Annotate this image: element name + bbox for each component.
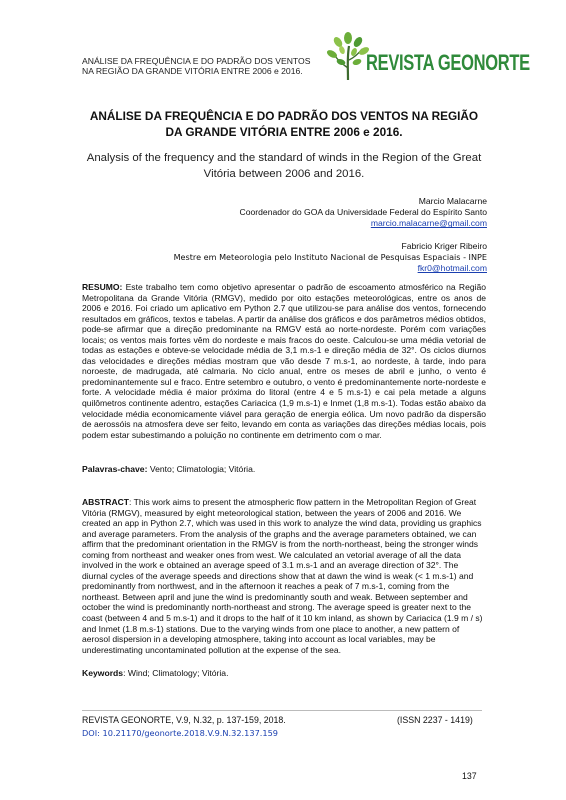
page-number: 137 <box>462 771 477 781</box>
author-email-link[interactable]: marcio.malacarne@gmail.com <box>370 218 487 229</box>
journal-logo-text: REVISTA GEONORTE <box>366 51 530 76</box>
footer-divider <box>82 710 482 711</box>
author-name: Fabricio Kriger Ribeiro <box>401 241 487 251</box>
leaf-tree-icon <box>326 30 370 82</box>
palavras-chave-line <box>82 464 486 475</box>
abstract-paragraph <box>82 497 486 655</box>
author-name: Marcio Malacarne <box>418 196 487 206</box>
running-header-title: ANÁLISE DA FREQUÊNCIA E DO PADRÃO DOS VENTOS NA REGIÃO DA GRANDE VITÓRIA ENTRE 2006 e 2016. <box>82 56 311 77</box>
author-block-1 <box>240 196 487 230</box>
keywords-text: : Wind; Climatology; Vitória. <box>123 668 229 678</box>
keywords-label: Keywords <box>82 668 124 678</box>
footer-issn: (ISSN 2237 - 1419) <box>397 715 473 725</box>
palavras-chave-text: Vento; Climatologia; Vitória. <box>147 464 256 474</box>
resumo-label: RESUMO: <box>82 282 123 292</box>
palavras-chave-label: Palavras-chave: <box>82 464 148 474</box>
author-email-link[interactable]: fkr0@hotmail.com <box>417 263 487 274</box>
footer-doi-link[interactable]: DOI: 10.21170/geonorte.2018.V.9.N.32.137.159 <box>82 728 279 738</box>
keywords-line <box>82 668 486 679</box>
author-affiliation: Coordenador do GOA da Universidade Federal do Espírito Santo <box>239 207 487 218</box>
resumo-text: Este trabalho tem como objetivo apresentar o padrão de escoamento atmosférico na Região Metropolitana da Grande Vitória (RMGV), medido por oito estações meteorológicas, entre os anos de 2006 e 2016. Foi criado um aplicativo em Python 2.7 que utilizou-se para análise dos ventos, fornecendo resultados em gráficos, textos e tabelas. A partir da análise dos gráficos e dos parâmetros médios obtidos, pode-se afirmar que a direção predominante na RMGV está ao norte-nordeste. Porém com variações locais; os ventos mais fortes vêm do nordeste e mais fracos do oeste. Calculou-se uma média vetorial de todas as estações e obteve-se velocidade média de 3,1 m.s-1 e direção média de 32°. Os ciclos diurnos das velocidades e direções médias mostram que vão desde 7 m.s-1, ao nordeste, à tarde, indo para noroeste, de madrugada, até calmaria. No ciclo anual, entre os meses de abril e junho, o vento é predominantemente sul e fraco. Entre setembro e outubro, o vento é predominantemente norte-nordeste e forte. A velocidade média é maior próxima do litoral (entre 4 e 5 m.s-1) e cai pela metade a alguns quilômetros continente adentro, estações Cariacica (1,9 m.s-1) e Inmet (1,8 m.s-1). Todas estão abaixo da velocidade média economicamente viável para geração de energia eólica. Um novo padrão da dispersão de aerossóis na atmosfera deve ser feito, levando em conta as variações das direções médias locais, pois podem estar subestimando a poluição no continente em detrimento com o mar. <box>82 282 486 440</box>
author-block-2 <box>174 241 487 275</box>
abstract-label: ABSTRACT <box>82 497 130 507</box>
author-affiliation: Mestre em Meteorologia pelo Instituto Nacional de Pesquisas Espaciais - INPE <box>173 252 487 263</box>
paper-title-english: Analysis of the frequency and the standard of winds in the Region of the Great Vitória between 2006 and 2016. <box>86 152 482 180</box>
resumo-paragraph <box>82 282 486 440</box>
footer-citation: REVISTA GEONORTE, V.9, N.32, p. 137-159, 2018. <box>82 715 286 725</box>
paper-title-portuguese: ANÁLISE DA FREQUÊNCIA E DO PADRÃO DOS VENTOS NA REGIÃO DA GRANDE VITÓRIA ENTRE 2006 e 2016. <box>89 109 479 139</box>
abstract-text: : This work aims to present the atmospheric flow pattern in the Metropolitan Region of Great Vitória (RMGV), measured by eight meteorological station, between the years of 2006 and 2016. We created an app in Python 2.7, which was used in this work to analyze the wind data, providing us graphics and average parameters. From the analysis of the graphs and the average parameters obtained, we can affirm that the predominant orientation in the RMGV is from the north-northeast, being the stronger winds coming from northeast and weaker ones from west. We calculated an vetorial average of all the data involved in the work e obtained an average speed of 3.1 m.s-1 and an average direction of 32°. The diurnal cycles of the average speeds and directions show that at dawn the wind is weak (< 1 m.s-1) and predominantly from northwest, and in the afternoon it reaches a peak of 7 m.s-1, coming from the northeast. Between april and june the wind is predominantly south and weak. Between september and october the wind is predominantly north-northeast and strong. The average speed is greater next to the coast (between 4 and 5 m.s-1) and it drops to the half of it 10 km inland, as shown by Cariacica (1.9 m / s) and Inmet (1.8 m.s-1) stations. Due to the varying winds from one place to another, a new pattern of aerosol dispersion in a developing atmosphere, taking into account as local variables, may be underestimating uncontaminated pollution at the expense of the sea. <box>82 497 483 655</box>
journal-logo <box>326 30 531 82</box>
